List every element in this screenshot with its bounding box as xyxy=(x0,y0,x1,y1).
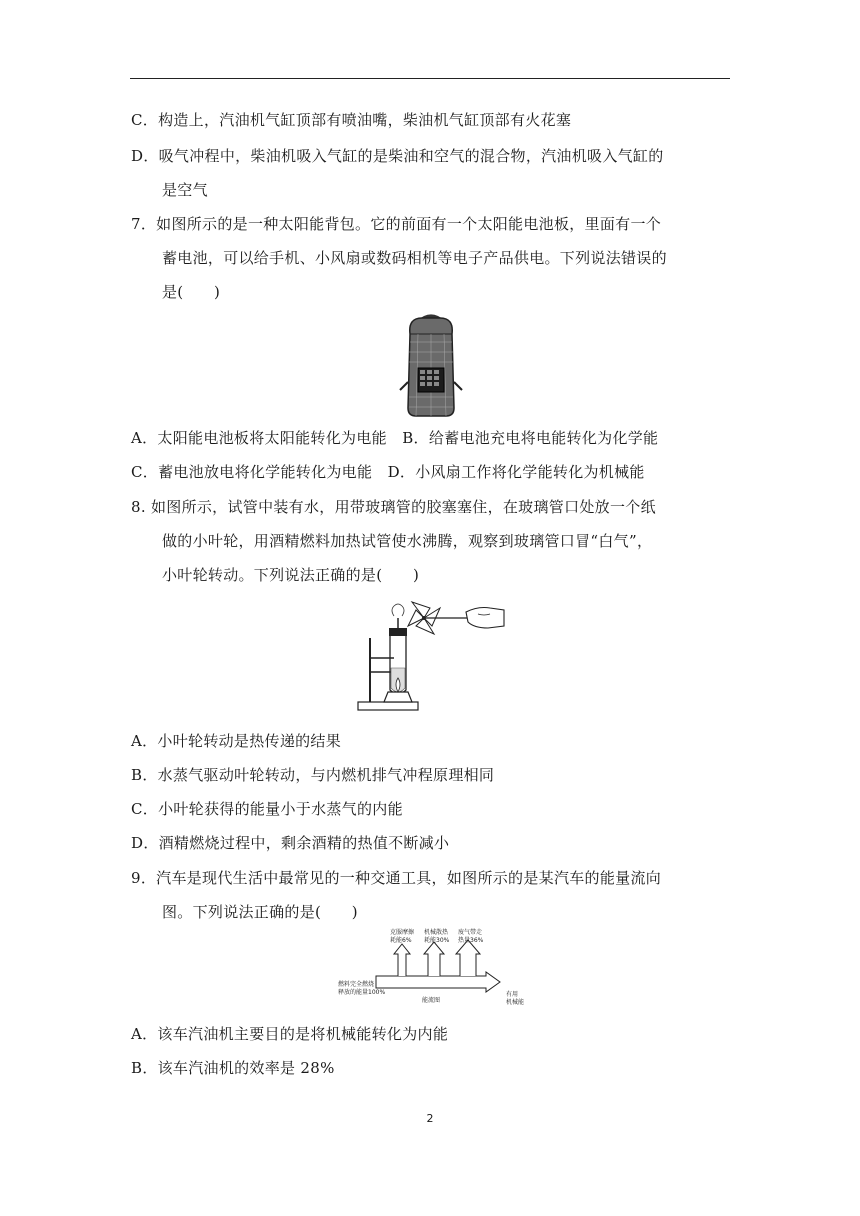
header-rule xyxy=(130,78,730,79)
q7-stem-cont: 蓄电池，可以给手机、小风扇或数码相机等电子产品供电。下列说法错误的 xyxy=(162,249,667,267)
loss-friction-value: 耗能6% xyxy=(390,937,412,944)
loss-exhaust-label: 废气带走 xyxy=(458,929,483,936)
q8-option-a: A．小叶轮转动是热传递的结果 xyxy=(131,732,342,750)
page-number: 2 xyxy=(426,1112,434,1125)
input-energy-value: 释放的能量100% xyxy=(338,989,386,996)
q8-option-c: C．小叶轮获得的能量小于水蒸气的内能 xyxy=(131,800,403,818)
output-useful-label: 有用 xyxy=(506,991,519,998)
q8-stem-cont2: 小叶轮转动。下列说法正确的是( ) xyxy=(162,566,420,584)
q8-stem-cont: 做的小叶轮，用酒精燃料加热试管使水沸腾，观察到玻璃管口冒“白气”， xyxy=(162,532,653,550)
q6-option-d-cont: 是空气 xyxy=(162,181,208,199)
q8-option-d: D．酒精燃烧过程中，剩余酒精的热值不断减小 xyxy=(131,834,450,852)
q6-option-c: C．构造上，汽油机气缸顶部有喷油嘴，柴油机气缸顶部有火花塞 xyxy=(131,111,572,129)
loss-heat-value: 耗能30% xyxy=(424,937,450,944)
q7-options-ab: A．太阳能电池板将太阳能转化为电能 B．给蓄电池充电将电能转化为化学能 xyxy=(131,429,659,447)
q8-stem: 8. 如图所示，试管中装有水，用带玻璃管的胶塞塞住，在玻璃管口处放一个纸 xyxy=(131,498,656,516)
q9-option-b: B．该车汽油机的效率是 28% xyxy=(131,1059,335,1077)
q6-option-d: D．吸气冲程中，柴油机吸入气缸的是柴油和空气的混合物，汽油机吸入气缸的 xyxy=(131,147,664,165)
loss-friction-label: 克服摩擦 xyxy=(390,929,415,936)
test-tube-pinwheel-image xyxy=(354,598,508,716)
output-useful-value: 机械能 xyxy=(506,999,525,1006)
q7-stem: 7．如图所示的是一种太阳能背包。它的前面有一个太阳能电池板，里面有一个 xyxy=(131,215,662,233)
q9-option-a: A．该车汽油机主要目的是将机械能转化为内能 xyxy=(131,1025,449,1043)
loss-exhaust-value: 热量36% xyxy=(458,937,484,944)
solar-backpack-image xyxy=(396,312,466,418)
q7-options-cd: C．蓄电池放电将化学能转化为电能 D．小风扇工作将化学能转化为机械能 xyxy=(131,463,645,481)
q7-stem-cont2: 是( ) xyxy=(162,283,221,301)
q9-stem: 9．汽车是现代生活中最常见的一种交通工具，如图所示的是某汽车的能量流向 xyxy=(131,869,662,887)
diagram-caption: 能流图 xyxy=(422,997,441,1004)
loss-heat-label: 机械散热 xyxy=(424,929,449,936)
q9-stem-cont: 图。下列说法正确的是( ) xyxy=(162,903,358,921)
input-energy-label: 燃料完全燃烧 xyxy=(338,981,375,988)
q8-option-b: B．水蒸气驱动叶轮转动，与内燃机排气冲程原理相同 xyxy=(131,766,495,784)
energy-flow-diagram xyxy=(336,926,546,1006)
